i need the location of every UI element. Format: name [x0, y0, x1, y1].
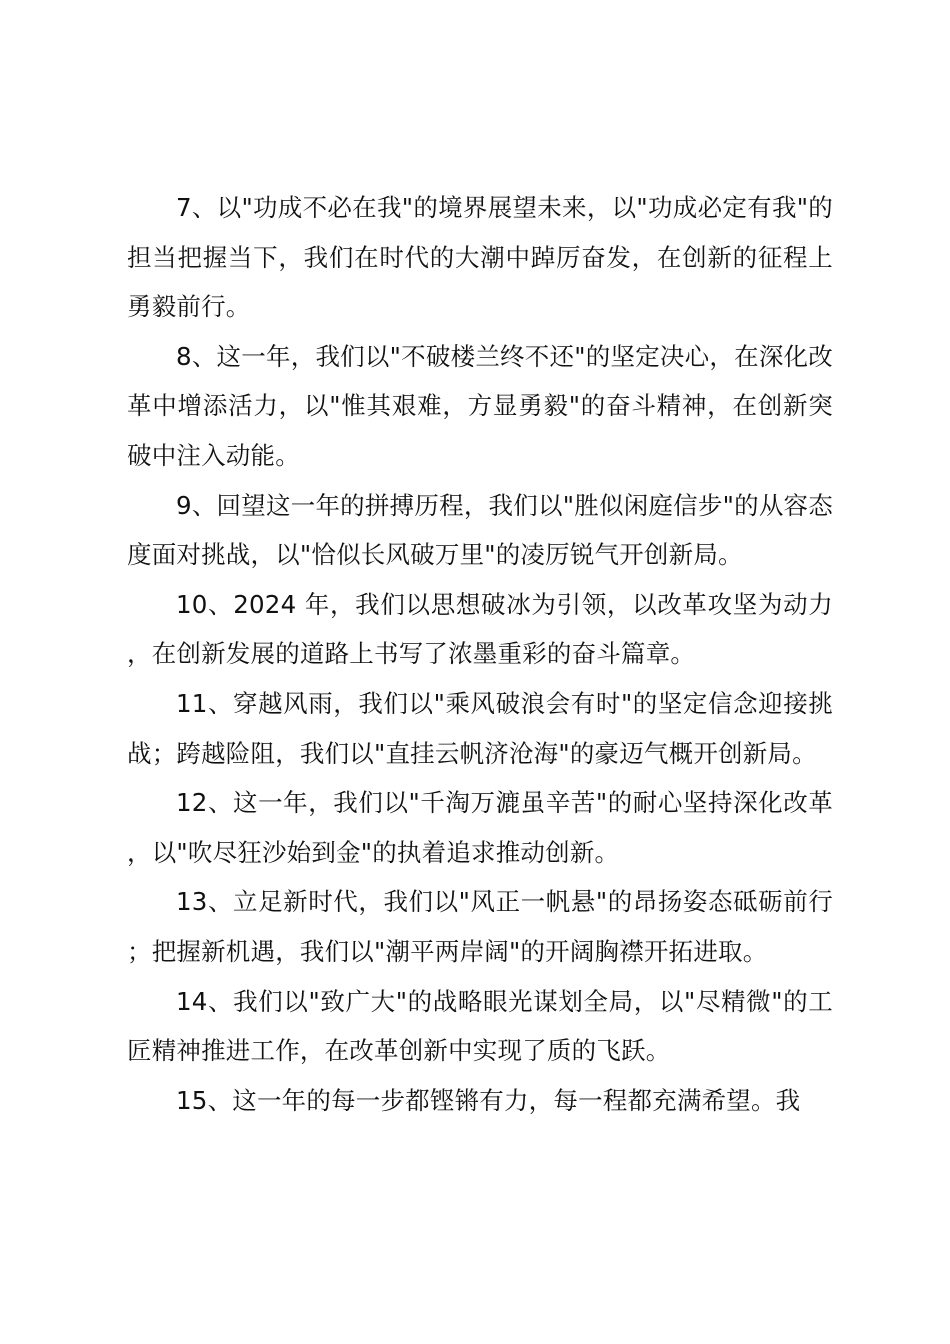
paragraph-10: 10、2024 年，我们以思想破冰为引领，以改革攻坚为动力，在创新发展的道路上书写了浓墨重彩的奋斗篇章。: [127, 589, 833, 669]
paragraph-11: 11、穿越风雨，我们以"乘风破浪会有时"的坚定信念迎接挑战；跨越险阻，我们以"直挂云帆济沧海"的豪迈气概开创新局。: [127, 688, 833, 768]
paragraph-7: 7、以"功成不必在我"的境界展望未来，以"功成必定有我"的担当把握当下，我们在时代的大潮中踔厉奋发，在创新的征程上勇毅前行。: [127, 193, 833, 322]
paragraph-14: 14、我们以"致广大"的战略眼光谋划全局，以"尽精微"的工匠精神推进工作，在改革创新中实现了质的飞跃。: [127, 986, 833, 1066]
paragraph-8: 8、这一年，我们以"不破楼兰终不还"的坚定决心，在深化改革中增添活力，以"惟其艰难，方显勇毅"的奋斗精神，在创新突破中注入动能。: [127, 341, 833, 470]
paragraph-9: 9、回望这一年的拼搏历程，我们以"胜似闲庭信步"的从容态度面对挑战，以"恰似长风破万里"的凌厉锐气开创新局。: [127, 490, 833, 570]
paragraph-15: 15、这一年的每一步都铿锵有力，每一程都充满希望。我: [176, 1085, 801, 1115]
paragraph-13: 13、立足新时代，我们以"风正一帆悬"的昂扬姿态砥砺前行；把握新机遇，我们以"潮平两岸阔"的开阔胸襟开拓进取。: [127, 887, 833, 966]
document-body: [127, 183, 833, 1125]
paragraph-12: 12、这一年，我们以"千淘万漉虽辛苦"的耐心坚持深化改革，以"吹尽狂沙始到金"的执着追求推动创新。: [127, 788, 833, 867]
